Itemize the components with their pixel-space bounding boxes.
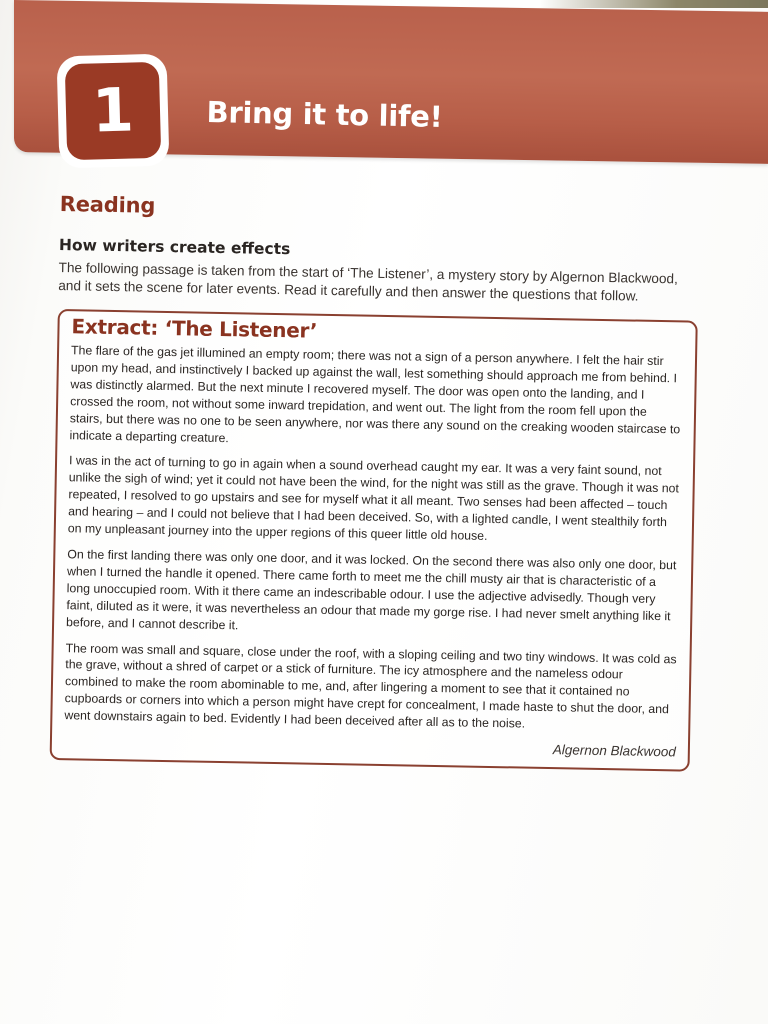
sub-heading: How writers create effects <box>58 235 291 259</box>
chapter-number: 1 <box>65 62 161 160</box>
page-content <box>50 192 700 772</box>
extract-paragraph: On the first landing there was only one door, and it was locked. On the second there was also only one door, but when I turned the handle it opened. There came forth to meet me the chill musty air that is characteristic of a long unoccupied room. With it there came an indescribable odour. I use the adjective advisedly. Though very faint, diluted as it were, it was nevertheless an odour that made my gorge rise. I had never smelt anything like it before, and I cannot describe it. <box>65 547 677 632</box>
intro-text: The following passage is taken from the start of ‘The Listener’, a mystery story by Algernon Blackwood, and it sets the scene for later events. Read it carefully and then answer the questions that follow. <box>58 259 678 304</box>
extract-paragraph: I was in the act of turning to go in again when a sound overhead caught my ear. It was a very faint sound, not unlike the sigh of wind; yet it could not have been the wind, for the night was still as the grave. Though it was not repeated, I resolved to go upstairs and see for myself what it all meant. Two senses had been affected – touch and hearing – and I could not believe that I had been deceived. So, with a lighted candle, I went stealthily forth on my unpleasant journey into the upper regions of this queer little old house. <box>67 453 679 543</box>
section-heading: Reading <box>59 192 156 218</box>
extract-title: Extract: ‘The Listener’ <box>71 314 318 343</box>
banner-edge-shadow <box>540 0 768 8</box>
extract-box <box>50 309 698 772</box>
extract-author: Algernon Blackwood <box>552 742 676 760</box>
extract-paragraph: The flare of the gas jet illumined an empty room; there was not a sign of a person anywhere. I felt the hair stir upon my head, and instinctively I backed up against the wall, lest something should approach me from behind. I was distinctly alarmed. But the next minute I recovered myself. The door was open onto the landing, and I crossed the room, not without some inward trepidation, and went out. The light from the room fell upon the stairs, but there was no one to be seen anywhere, nor was there any sound on the creaking wooden staircase to indicate a departing creature. <box>69 343 681 445</box>
chapter-number-badge <box>57 54 170 169</box>
extract-paragraph: The room was small and square, close under the roof, with a sloping ceiling and two tiny windows. It was cold as the grave, without a shred of carpet or a stick of furniture. The icy atmosphere and the nameless odour combined to make the room abominable to me, and, after lingering a moment to see that it contained no cupboards or corners into which a person might have crept for concealment, I made haste to shut the door, and went downstairs again to bed. Evidently I had been deceived after all as to the noise. <box>64 640 677 731</box>
chapter-title: Bring it to life! <box>206 95 443 134</box>
